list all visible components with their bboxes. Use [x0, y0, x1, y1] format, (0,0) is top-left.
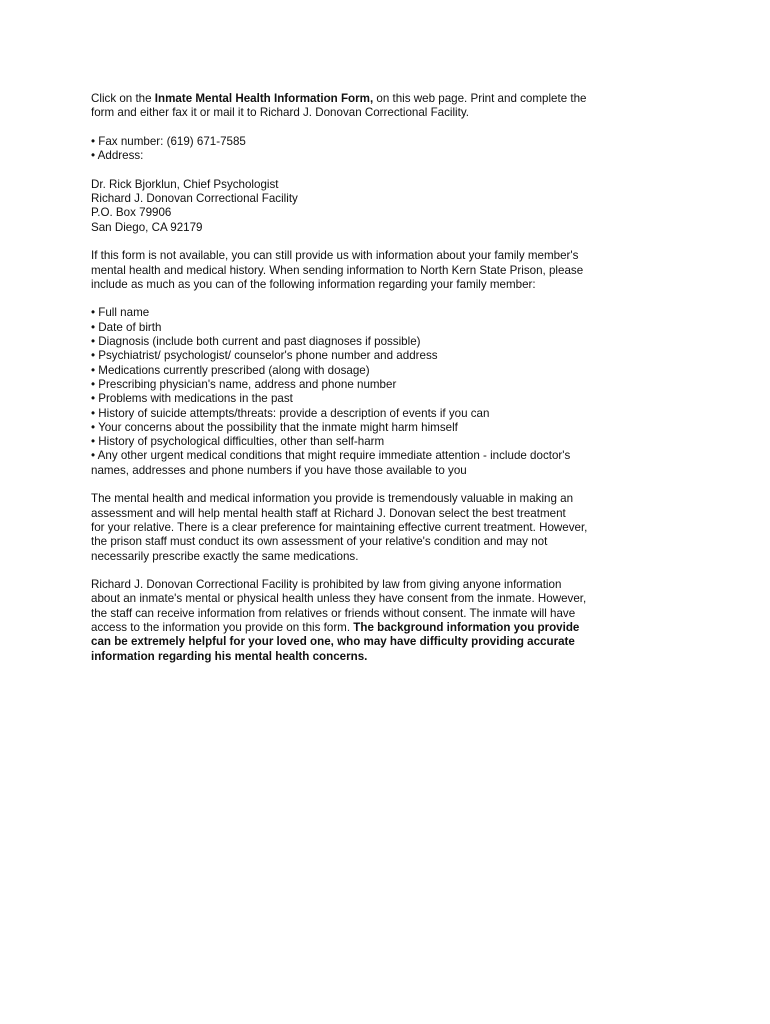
paragraph-line: for your relative. There is a clear preference for maintaining effective current treatment. However,	[91, 520, 588, 534]
address-label-item: • Address:	[91, 149, 144, 163]
list-item: • Prescribing physician's name, address and phone number	[91, 377, 397, 391]
address-line: Dr. Rick Bjorklun, Chief Psychologist	[91, 177, 279, 191]
list-item: • Date of birth	[91, 320, 162, 334]
intro-line-2: form and either fax it or mail it to Richard J. Donovan Correctional Facility.	[91, 106, 470, 120]
mailing-address	[91, 178, 611, 235]
list-item: • Any other urgent medical conditions that might require immediate attention - include doctor's	[91, 449, 571, 463]
list-item: • Problems with medications in the past	[91, 392, 293, 406]
list-item: • History of suicide attempts/threats: provide a description of events if you can	[91, 406, 490, 420]
contact-list	[91, 135, 611, 164]
address-line: P.O. Box 79906	[91, 206, 172, 220]
intro-prefix: Click on the	[91, 92, 155, 105]
paragraph-line: include as much as you can of the following information regarding your family member:	[91, 277, 536, 291]
paragraph-line: the staff can receive information from relatives or friends without consent. The inmate will have	[91, 606, 576, 620]
list-item-continuation: names, addresses and phone numbers if you have those available to you	[91, 463, 467, 477]
paragraph-line-mixed	[91, 621, 611, 635]
address-line: San Diego, CA 92179	[91, 220, 203, 234]
list-item: • Medications currently prescribed (along with dosage)	[91, 363, 370, 377]
list-item: • Diagnosis (include both current and past diagnoses if possible)	[91, 335, 421, 349]
list-item: • History of psychological difficulties, other than self-harm	[91, 435, 385, 449]
address-line: Richard J. Donovan Correctional Facility	[91, 192, 298, 206]
intro-suffix: on this web page. Print and complete the	[373, 92, 587, 105]
paragraph-line: assessment and will help mental health staff at Richard J. Donovan select the best treatment	[91, 506, 566, 520]
list-item: • Psychiatrist/ psychologist/ counselor's phone number and address	[91, 349, 438, 363]
intro-paragraph	[91, 92, 611, 121]
consent-regular-text: access to the information you provide on this form.	[91, 620, 354, 634]
bold-line: can be extremely helpful for your loved one, who may have difficulty providing accurate	[91, 635, 575, 649]
consent-paragraph	[91, 578, 611, 664]
paragraph-line: Richard J. Donovan Correctional Facility is prohibited by law from giving anyone information	[91, 578, 562, 592]
document-page	[91, 92, 611, 678]
consent-bold-text: The background information you provide	[353, 620, 580, 634]
value-paragraph	[91, 492, 611, 563]
paragraph-line: If this form is not available, you can still provide us with information about your family member's	[91, 249, 579, 263]
list-item: • Your concerns about the possibility that the inmate might harm himself	[91, 420, 458, 434]
form-name-link[interactable]: Inmate Mental Health Information Form,	[154, 92, 374, 105]
list-item: • Full name	[91, 306, 150, 320]
paragraph-line: the prison staff must conduct its own assessment of your relative's condition and may not	[91, 535, 548, 549]
intro-line-1	[91, 92, 611, 106]
bold-line: information regarding his mental health concerns.	[91, 649, 368, 663]
information-list	[91, 306, 611, 478]
paragraph-line: mental health and medical history. When sending information to North Kern State Prison, please	[91, 263, 584, 277]
fax-number-item: • Fax number: (619) 671-7585	[91, 134, 246, 148]
alternative-paragraph	[91, 249, 611, 292]
paragraph-line: about an inmate's mental or physical health unless they have consent from the inmate. However,	[91, 592, 587, 606]
paragraph-line: The mental health and medical information you provide is tremendously valuable in making an	[91, 492, 574, 506]
paragraph-line: necessarily prescribe exactly the same medications.	[91, 549, 359, 563]
